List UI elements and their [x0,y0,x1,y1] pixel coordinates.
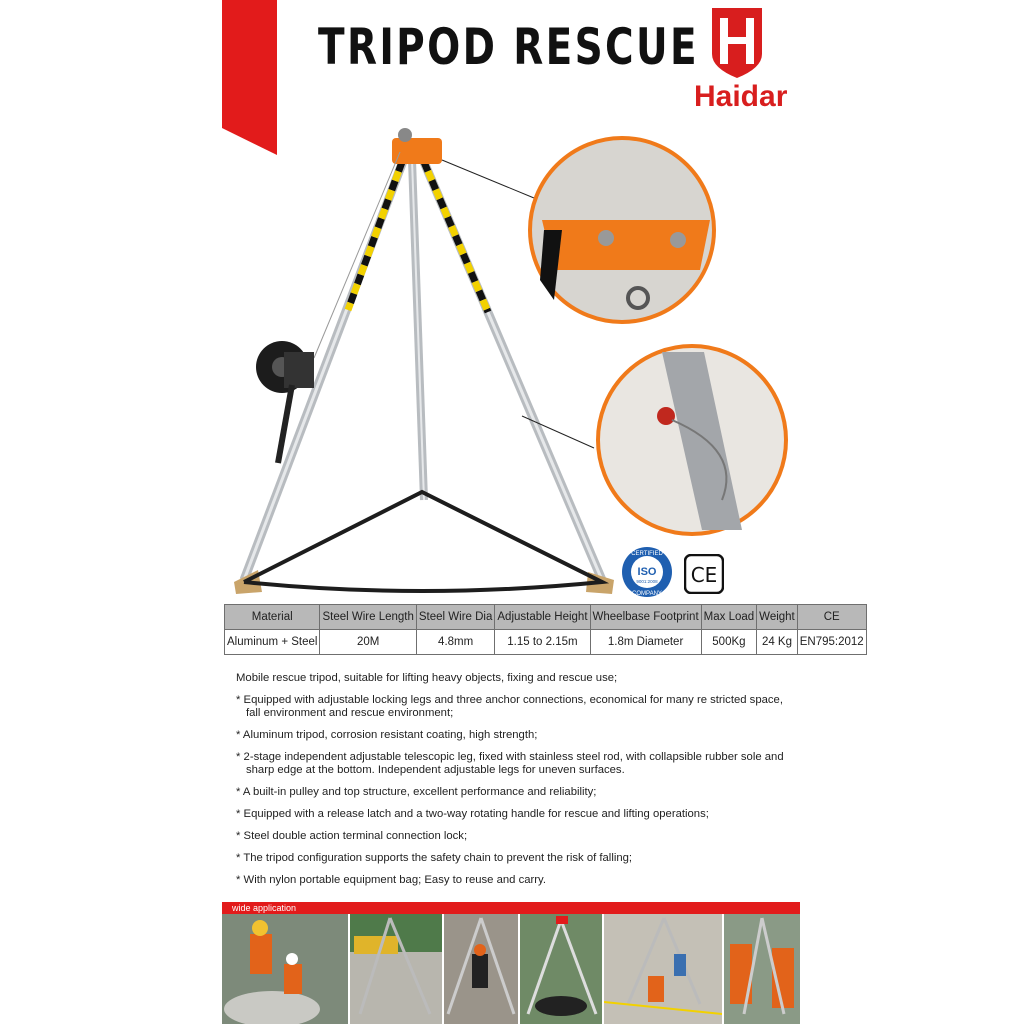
table-header-row [225,605,867,630]
application-photo-6 [724,914,800,1024]
feature-bullet: * A built-in pulley and top structure, excellent performance and reliability; [236,786,597,798]
brand-name: Haidar [694,80,788,113]
tripod-head [392,138,442,164]
page-title: TRIPOD RESCUE [318,18,699,76]
svg-text:CE: CE [690,563,718,587]
feature-bullet: * Equipped with adjustable locking legs and three anchor connections, economical for many re stricted space, fall environment and rescue environment; [236,694,783,719]
cell-wire-dia: 4.8mm [416,630,495,655]
application-label: wide application [232,903,297,913]
application-photo-strip [222,914,802,1024]
application-photo-5 [604,914,722,1024]
specification-table [224,604,867,655]
feature-bullet: * The tripod configuration supports the safety chain to prevent the risk of falling; [236,852,633,864]
feature-bullet: * Steel double action terminal connection lock; [236,830,468,842]
application-photo-3 [444,914,518,1024]
product-sheet [222,0,864,1024]
col-ce: CE [797,605,866,630]
cell-weight: 24 Kg [757,630,798,655]
svg-text:CERTIFIED: CERTIFIED [631,551,663,557]
col-max-load: Max Load [701,605,757,630]
application-photo-2 [350,914,442,1024]
cell-material: Aluminum + Steel [225,630,320,655]
col-wire-dia: Steel Wire Dia [416,605,495,630]
cell-ce: EN795:2012 [797,630,866,655]
col-material: Material [225,605,320,630]
feature-bullet: * Aluminum tripod, corrosion resistant coating, high strength; [236,729,538,741]
cell-adjustable-height: 1.15 to 2.15m [495,630,590,655]
description-intro: Mobile rescue tripod, suitable for lifting heavy objects, fixing and rescue use; [236,672,618,684]
cell-wheelbase: 1.8m Diameter [590,630,701,655]
cell-max-load: 500Kg [701,630,757,655]
table-row [225,630,867,655]
feature-bullet: * 2-stage independent adjustable telescopic leg, fixed with stainless steel rod, with collapsible rubber sole and sharp edge at the bottom. Independent adjustable legs for uneven surfaces. [236,751,784,776]
svg-text:COMPANY: COMPANY [632,591,662,597]
product-description [236,672,796,896]
tripod-illustration [222,120,802,600]
application-photo-1 [222,914,348,1024]
col-wire-length: Steel Wire Length [320,605,416,630]
col-weight: Weight [757,605,798,630]
feature-bullet: * Equipped with a release latch and a two-way rotating handle for rescue and lifting operations; [236,808,709,820]
cell-wire-length: 20M [320,630,416,655]
application-banner [222,902,800,914]
svg-text:9001:2008: 9001:2008 [636,579,658,584]
feature-bullet: * With nylon portable equipment bag; Easy to reuse and carry. [236,874,546,886]
col-adjustable-height: Adjustable Height [495,605,590,630]
application-photo-4 [520,914,602,1024]
svg-text:ISO: ISO [637,566,657,578]
col-wheelbase: Wheelbase Footprint [590,605,701,630]
ce-mark-badge [684,554,724,594]
iso-certified-badge [620,545,674,599]
